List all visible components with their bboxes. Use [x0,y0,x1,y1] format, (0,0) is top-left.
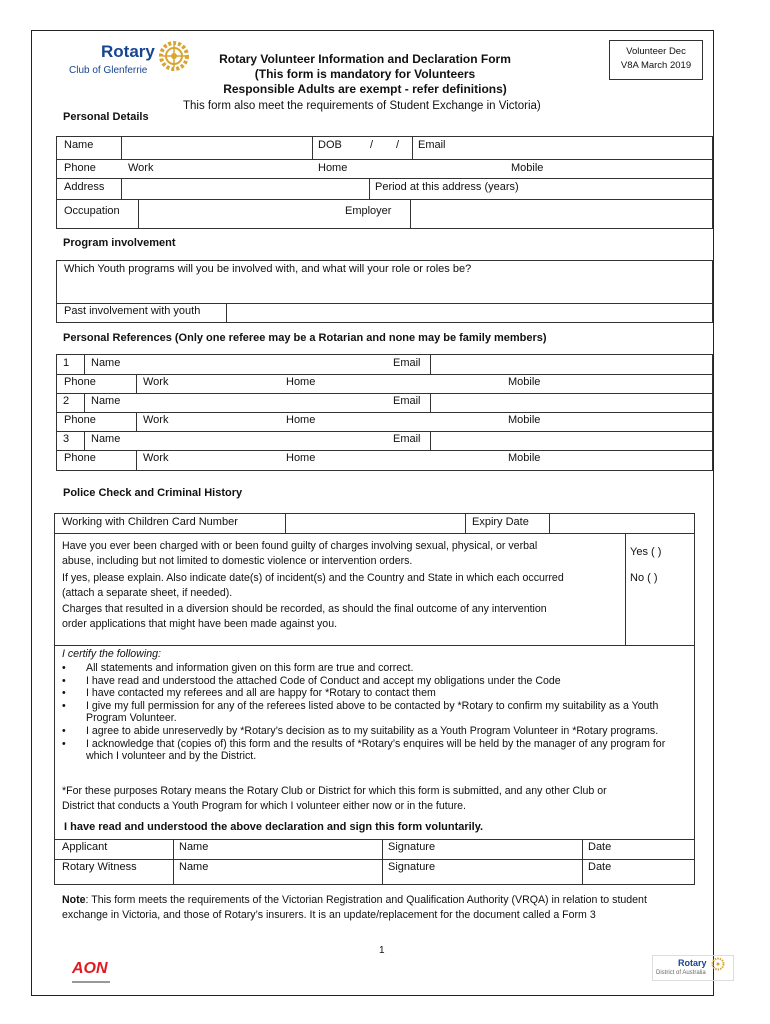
divider [84,431,85,450]
work-phone-label: Work [128,162,154,174]
witness-signature-field[interactable]: Signature [388,861,436,873]
list-item: • All statements and information given on this form are true and correct. [62,662,692,675]
divider [582,839,583,885]
ref-phone-label: Phone [64,376,96,388]
certify-heading: I certify the following: [62,648,161,660]
instruction-line: Charges that resulted in a diversion should be recorded, as should the final outcome of any intervention [62,603,547,615]
dob-slash: / [370,139,374,151]
instruction-line: (attach a separate sheet, if needed). [62,586,233,599]
expiry-date-field[interactable] [550,514,693,531]
list-item: • I give my full permission for any of the referees listed above to be contacted by *Rotary to confirm my suitability as a Youth Program Volunteer. [62,700,692,725]
charges-question [62,539,622,568]
list-item: • I have contacted my referees and all are happy for *Rotary to contact them [62,687,692,700]
ref-name-label: Name [91,357,121,369]
ref-work-label: Work [143,452,169,464]
instruction-line: order applications that might have been made against you. [62,617,338,630]
yes-option[interactable]: Yes ( ) [630,546,662,558]
ref-phone-label: Phone [64,414,96,426]
no-option[interactable]: No ( ) [630,572,658,584]
divider [226,303,227,323]
divider [430,393,431,412]
divider [136,374,137,393]
list-item: • I acknowledge that (copies of) this form and the results of *Rotary’s enquires will be held by the manager of any program for which I volunteer and by the District. [62,738,692,763]
note-line-1 [62,893,712,908]
address-label: Address [64,181,105,193]
wwcc-label: Working with Children Card Number [62,516,238,528]
address-field[interactable] [122,179,367,197]
divider [57,412,712,413]
ref-work-label: Work [143,376,169,388]
logo-subtitle: Club of Glenferrie [69,65,148,76]
dob-slash: / [396,139,400,151]
declaration-statement: I have read and understood the above declaration and sign this form voluntarily. [64,821,484,833]
version-line-2: V8A March 2019 [620,60,692,71]
title-line-3: Responsible Adults are exempt - refer definitions) [223,82,507,96]
occupation-label: Occupation [64,205,120,217]
name-label: Name [64,139,94,151]
ref-name-label: Name [91,433,121,445]
divider [382,839,383,885]
applicant-label: Applicant [62,841,108,853]
divider [465,514,466,533]
employer-field[interactable] [411,199,709,227]
witness-name-field[interactable]: Name [179,861,209,873]
footnote-line: District that conducts a Youth Program for which I volunteer either now or in the future. [62,799,466,812]
program-question: Which Youth programs will you be involved with, and what will your role or roles be? [64,263,472,275]
phone-label: Phone [64,162,96,174]
rotary-wheel-icon [158,40,190,72]
ref-email-label: Email [393,357,421,369]
divider [55,645,694,646]
vrqa-note [62,893,712,922]
logo-name: Rotary [101,42,155,61]
mobile-phone-label: Mobile [511,162,544,174]
form-subtitle: This form also meet the requirements of Student Exchange in Victoria) [183,100,541,112]
ref-mobile-label: Mobile [508,414,541,426]
witness-label: Rotary Witness [62,861,137,873]
aon-tagline-bar [72,981,110,983]
period-label: Period at this address (years) [375,181,519,193]
ref-home-label: Home [286,376,316,388]
divider [57,159,712,160]
occupation-field[interactable] [139,199,339,227]
applicant-name-field[interactable]: Name [179,841,209,853]
question-line: abuse, including but not limited to domestic violence or intervention orders. [62,554,413,567]
ref-phone-label: Phone [64,452,96,464]
divider [412,137,413,159]
name-field[interactable] [122,137,310,157]
list-item: • I agree to abide unreservedly by *Rotary’s decision as to my suitability as a Youth Program Volunteer in *Rotary programs. [62,725,692,738]
email-field[interactable] [450,137,710,157]
rotary-wheel-icon [711,957,725,971]
applicant-date-field[interactable]: Date [588,841,612,853]
rotary-footer-subtitle: District of Australia [656,970,706,976]
ref-home-label: Home [286,452,316,464]
expiry-date-label: Expiry Date [472,516,529,528]
divider [57,431,712,432]
question-line: Have you ever been charged with or been found guilty of charges involving sexual, physical, or verbal [62,540,538,552]
ref-email-label: Email [393,433,421,445]
ref-number: 2 [63,395,70,407]
personal-details-heading: Personal Details [63,111,149,123]
note-text: : This form meets the requirements of the Victorian Registration and Qualification Authority (VRQA) in relation to student [85,894,647,906]
rotary-footer-wordmark: Rotary [678,958,707,968]
dob-field[interactable] [345,137,409,157]
rotary-district-logo [652,955,734,981]
ref-home-label: Home [286,414,316,426]
witness-date-field[interactable]: Date [588,861,612,873]
divider [312,137,313,159]
list-item: • I have read and understood the attached Code of Conduct and accept my obligations under the Code [62,675,692,688]
aon-wordmark: AON [72,960,108,977]
divider [430,431,431,450]
divider [84,355,85,374]
ref-name-label: Name [91,395,121,407]
version-line-1: Volunteer Dec [626,46,686,57]
home-phone-label: Home [318,162,348,174]
form-title [195,52,535,97]
wwcc-field[interactable] [286,514,463,531]
divider [625,533,626,645]
divider [55,859,694,860]
explain-instruction [62,571,622,600]
ref-work-label: Work [143,414,169,426]
instruction-line: If yes, please explain. Also indicate date(s) of incident(s) and the Country and State in which each occurred [62,572,564,584]
past-involvement-field[interactable] [228,304,708,321]
footnote-line: *For these purposes Rotary means the Rotary Club or District for which this form is submitted, and any other Club or [62,785,607,797]
dob-label: DOB [318,139,342,151]
rotary-definition-footnote [62,784,702,813]
police-check-heading: Police Check and Criminal History [63,487,243,499]
ref-number: 1 [63,357,70,369]
past-involvement-label: Past involvement with youth [64,305,201,317]
divider [57,393,712,394]
ref-number: 3 [63,433,70,445]
aon-logo [70,960,130,986]
program-answer-field[interactable] [60,278,708,300]
page-number: 1 [379,945,385,956]
divider [173,839,174,885]
rotary-club-logo [65,40,195,85]
divider [136,412,137,431]
ref-email-label: Email [393,395,421,407]
certify-list [62,662,692,763]
divider [430,355,431,374]
applicant-signature-field[interactable]: Signature [388,841,436,853]
title-line-2: (This form is mandatory for Volunteers [254,67,476,81]
divider [369,178,370,199]
ref-mobile-label: Mobile [508,376,541,388]
version-box [609,40,703,80]
divider [57,374,712,375]
divider [136,450,137,471]
divider [84,393,85,412]
email-label: Email [418,139,446,151]
ref-mobile-label: Mobile [508,452,541,464]
divider [55,533,694,534]
references-heading: Personal References (Only one referee may be a Rotarian and none may be family members) [63,332,547,344]
note-line-2: exchange in Victoria, and those of Rotary’s insurers. It is an update/replacement for the document called a Form 3 [62,908,596,921]
program-involvement-heading: Program involvement [63,237,176,249]
employer-label: Employer [345,205,392,217]
title-line-1: Rotary Volunteer Information and Declaration Form [219,52,511,66]
note-label: Note [62,894,86,906]
divider [55,839,694,840]
diversion-instruction [62,602,622,631]
divider [57,450,712,451]
